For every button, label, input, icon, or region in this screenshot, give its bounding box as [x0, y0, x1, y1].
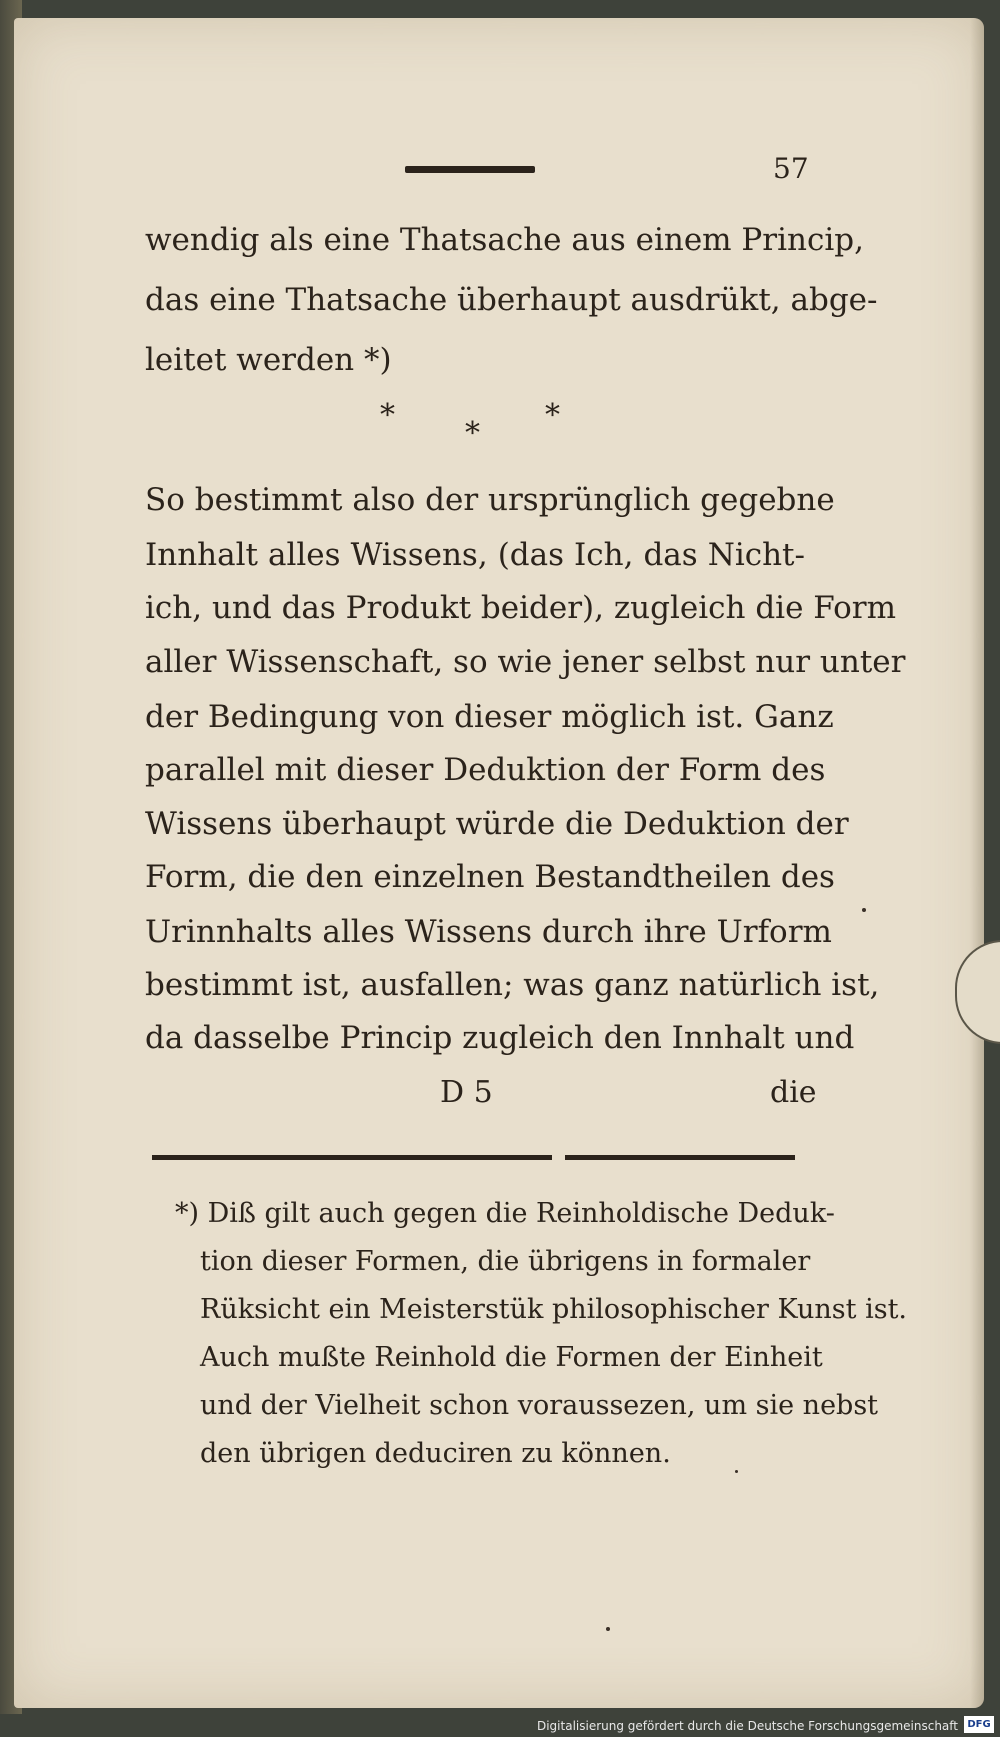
body-line: der Bedingung von dieser möglich ist. Ganz — [145, 699, 834, 735]
page-edge-shadow — [970, 18, 984, 1708]
body-line: Wissens überhaupt würde die Deduktion der — [145, 806, 849, 842]
body-line: da dasselbe Princip zugleich den Innhalt und — [145, 1020, 855, 1056]
ink-speck — [862, 908, 866, 912]
footnote-rule — [565, 1155, 795, 1160]
asterisk-mark: * — [465, 416, 480, 451]
body-line: parallel mit dieser Deduktion der Form des — [145, 752, 826, 788]
asterisk-mark: * — [545, 398, 560, 433]
ink-speck — [606, 1627, 610, 1631]
body-line: ich, und das Produkt beider), zugleich die Form — [145, 590, 896, 626]
footnote-line: *) Diß gilt auch gegen die Reinholdische Deduk- — [175, 1198, 835, 1229]
body-line: Innhalt alles Wissens, (das Ich, das Nicht- — [145, 537, 805, 573]
body-line: das eine Thatsache überhaupt ausdrükt, abge- — [145, 282, 878, 318]
footnote-line: den übrigen deduciren zu können. — [200, 1438, 671, 1469]
footnote-line: Auch mußte Reinhold die Formen der Einheit — [200, 1342, 823, 1373]
body-line: leitet werden *) — [145, 342, 392, 378]
section-asterisks — [380, 398, 560, 451]
footnote-line: tion dieser Formen, die übrigens in formaler — [200, 1246, 811, 1277]
body-line: Form, die den einzelnen Bestandtheilen des — [145, 859, 835, 895]
funding-credit: Digitalisierung gefördert durch die Deutsche Forschungsgemeinschaft — [536, 1719, 958, 1733]
footnote-rule — [152, 1155, 552, 1160]
body-line: wendig als eine Thatsache aus einem Princip, — [145, 222, 864, 258]
asterisk-mark: * — [380, 398, 395, 433]
catchword: die — [770, 1075, 817, 1110]
page-number: 57 — [773, 152, 809, 185]
body-line: So bestimmt also der ursprünglich gegebne — [145, 482, 835, 518]
body-line: aller Wissenschaft, so wie jener selbst nur unter — [145, 644, 906, 680]
signature-mark: D 5 — [440, 1075, 493, 1110]
body-line: bestimmt ist, ausfallen; was ganz natürlich ist, — [145, 967, 880, 1003]
header-rule — [405, 166, 535, 173]
ink-speck — [735, 1470, 738, 1473]
footnote-line: Rüksicht ein Meisterstük philosophischer Kunst ist. — [200, 1294, 908, 1325]
body-line: Urinnhalts alles Wissens durch ihre Urform — [145, 914, 832, 950]
dfg-logo: DFG — [964, 1716, 994, 1733]
footnote-line: und der Vielheit schon voraussezen, um sie nebst — [200, 1390, 879, 1421]
